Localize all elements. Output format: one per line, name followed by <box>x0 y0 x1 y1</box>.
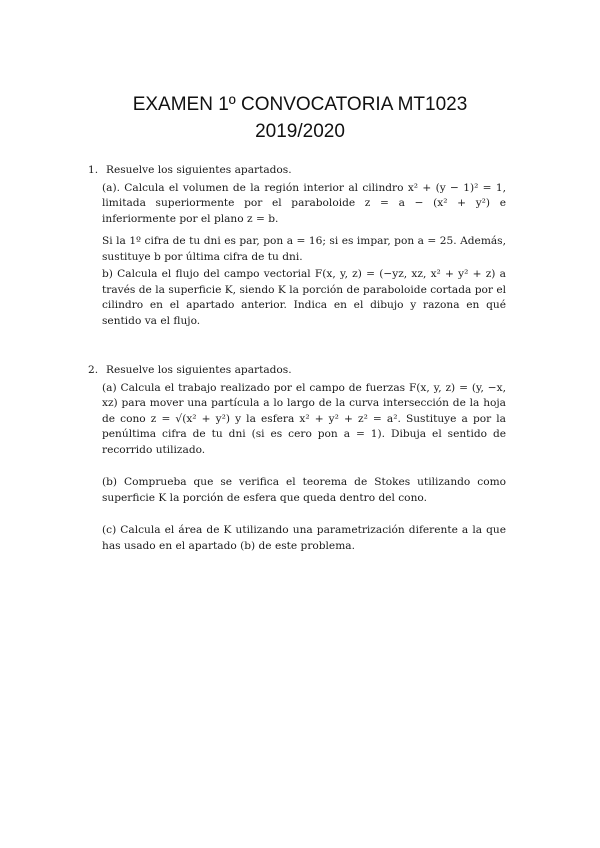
question-1-part-a: (a). Calcula el volumen de la región interior al cilindro x² + (y − 1)² = 1, limitada superiormente por el paraboloide z = a − (x² + y²) e inferiormente por el plano z = b. <box>102 181 506 225</box>
question-1-note: Si la 1º cifra de tu dni es par, pon a = 16; si es impar, pon a = 25. Además, sustituye b por última cifra de tu dni. <box>102 235 506 263</box>
question-1-part-b: b) Calcula el flujo del campo vectorial F(x, y, z) = (−yz, xz, x² + y² + z) a través de la superficie K, siendo K la porción de paraboloide cortada por el cilindro en el apartado anterior. Indica en el dibujo y razona en qué sentido va el flujo. <box>102 268 506 327</box>
exam-body <box>88 163 506 554</box>
exam-year: 2019/2020 <box>255 121 345 142</box>
question-2-number: 2. <box>88 364 99 376</box>
exam-title: EXAMEN 1º CONVOCATORIA MT1023 <box>132 94 468 115</box>
question-1-intro: Resuelve los siguientes apartados. <box>106 164 292 176</box>
question-1-number: 1. <box>88 164 99 176</box>
question-2 <box>88 363 506 554</box>
question-1 <box>88 163 506 329</box>
question-2-part-a: (a) Calcula el trabajo realizado por el campo de fuerzas F(x, y, z) = (y, −x, xz) para mover una partícula a lo largo de la curva intersección de la hoja de cono z = √(x² + y²) y la esfera x² + y² + z² = a². Sustituye a por la penúltima cifra de tu dni (si es cero pon a = 1). Dibuja el sentido de recorrido utilizado. <box>102 381 506 456</box>
question-2-part-c: (c) Calcula el área de K utilizando una parametrización diferente a la que has usado en el apartado (b) de este problema. <box>102 524 506 552</box>
question-2-part-b: (b) Comprueba que se verifica el teorema de Stokes utilizando como superficie K la porción de esfera que queda dentro del cono. <box>102 476 506 504</box>
question-2-intro: Resuelve los siguientes apartados. <box>106 364 292 376</box>
